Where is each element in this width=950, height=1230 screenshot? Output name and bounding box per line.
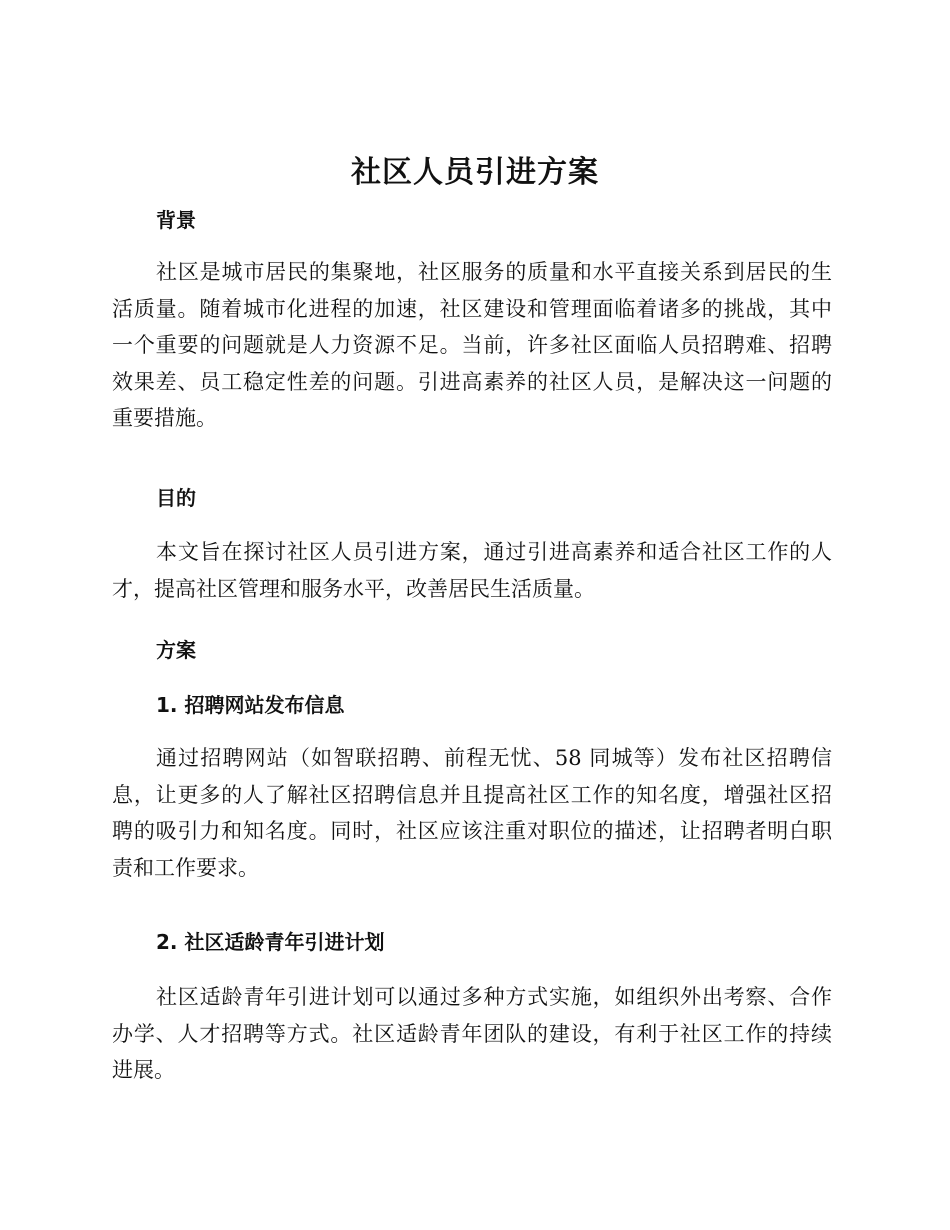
paragraph-recruitment-websites <box>112 740 832 886</box>
section-heading-purpose: 目的 <box>156 486 196 510</box>
subsection-heading-youth-program: 2. 社区适龄青年引进计划 <box>156 930 385 954</box>
paragraph-background <box>112 254 832 437</box>
paragraph-line: 社区适龄青年引进计划可以通过多种方式实施，如组织外出考察、合作 <box>156 985 832 1009</box>
paragraph-youth-program <box>112 979 832 1089</box>
paragraph-line: 活质量。随着城市化进程的加速，社区建设和管理面临着诸多的挑战，其中 <box>112 296 832 321</box>
subsection-heading-recruitment-websites: 1. 招聘网站发布信息 <box>156 693 345 717</box>
paragraph-purpose <box>112 534 832 607</box>
paragraph-line: 通过招聘网站（如智联招聘、前程无忧、58 同城等）发布社区招聘信 <box>156 746 832 770</box>
paragraph-line: 效果差、员工稳定性差的问题。引进高素养的社区人员，是解决这一问题的 <box>112 369 832 394</box>
paragraph-line: 息，让更多的人了解社区招聘信息并且提高社区工作的知名度，增强社区招 <box>112 782 832 807</box>
paragraph-line: 才，提高社区管理和服务水平，改善居民生活质量。 <box>112 576 595 601</box>
paragraph-line: 责和工作要求。 <box>112 855 259 880</box>
paragraph-line: 办学、人才招聘等方式。社区适龄青年团队的建设，有利于社区工作的持续 <box>112 1021 832 1046</box>
paragraph-line: 进展。 <box>112 1058 175 1083</box>
paragraph-line: 社区是城市居民的集聚地，社区服务的质量和水平直接关系到居民的生 <box>156 260 832 284</box>
document-title: 社区人员引进方案 <box>351 155 599 190</box>
paragraph-line: 重要措施。 <box>112 406 217 431</box>
section-heading-background: 背景 <box>156 208 196 232</box>
paragraph-line: 一个重要的问题就是人力资源不足。当前，许多社区面临人员招聘难、招聘 <box>112 333 832 358</box>
section-heading-plan: 方案 <box>156 638 196 662</box>
paragraph-line: 本文旨在探讨社区人员引进方案，通过引进高素养和适合社区工作的人 <box>156 540 832 564</box>
paragraph-line: 聘的吸引力和知名度。同时，社区应该注重对职位的描述，让招聘者明白职 <box>112 819 832 844</box>
